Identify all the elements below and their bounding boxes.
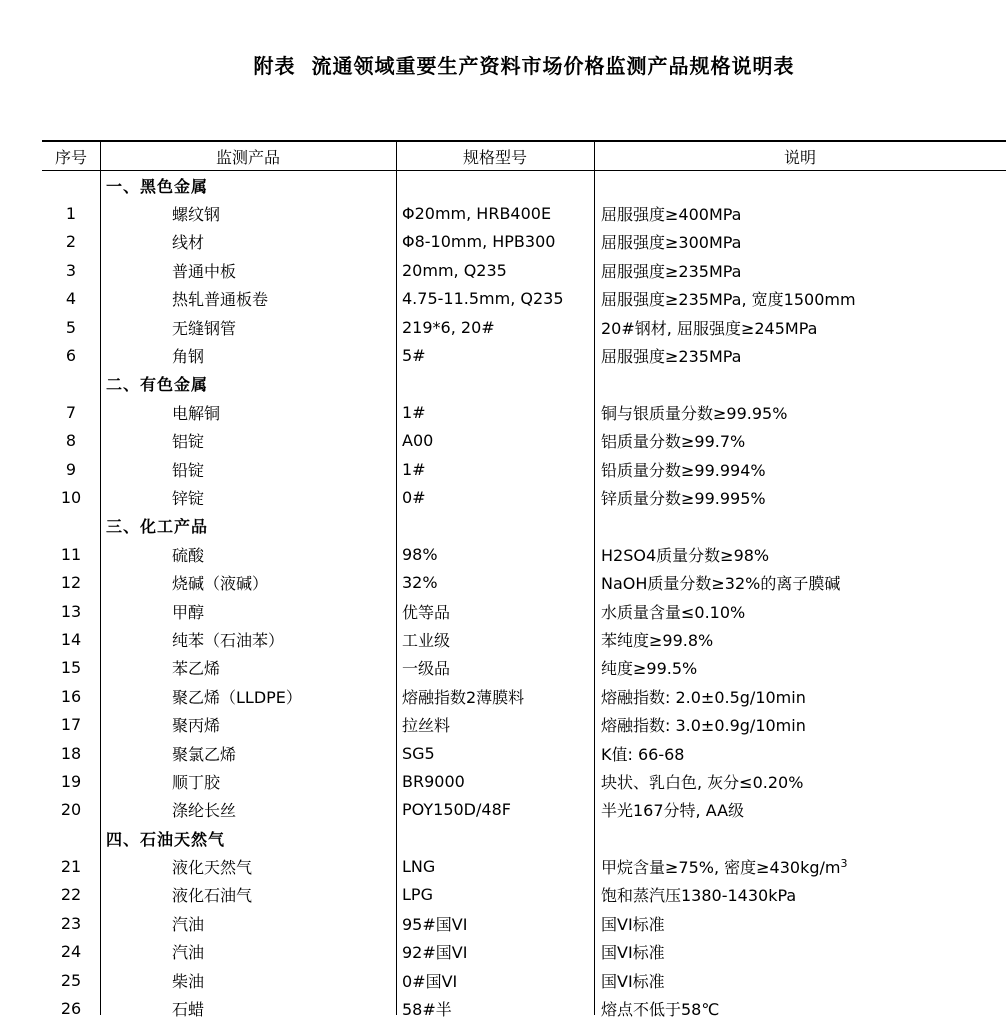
- product-name: 铝锭: [172, 432, 205, 452]
- product-name: 涤纶长丝: [172, 801, 237, 821]
- table-row: [42, 739, 1006, 767]
- product-description: 纯度≥99.5%: [601, 659, 698, 679]
- product-spec: 优等品: [402, 602, 451, 622]
- product-description: [601, 852, 848, 880]
- header-description: 说明: [783, 147, 816, 167]
- product-spec: Φ8-10mm, HPB300: [402, 232, 556, 252]
- row-index: 21: [60, 857, 82, 877]
- row-index: 11: [60, 544, 82, 564]
- table-row: [42, 455, 1006, 483]
- table-header: [42, 140, 1006, 171]
- table-row: [42, 881, 1006, 909]
- product-spec: 95#国VI: [402, 914, 468, 934]
- product-description: 苯纯度≥99.8%: [601, 630, 714, 650]
- table-row: [42, 228, 1006, 256]
- table-row: [42, 341, 1006, 369]
- row-index: 25: [60, 970, 82, 990]
- row-index: 5: [65, 317, 77, 337]
- row-index: 14: [60, 629, 82, 649]
- row-index: 2: [65, 232, 77, 252]
- row-index: 22: [60, 885, 82, 905]
- category-row: [42, 512, 1006, 540]
- row-index: 15: [60, 658, 82, 678]
- spec-table: [42, 140, 1006, 1023]
- product-description: 20#钢材, 屈服强度≥245MPa: [601, 318, 818, 338]
- table-row: [42, 994, 1006, 1022]
- description-part: SO: [623, 545, 646, 565]
- category-label: 一、黑色金属: [106, 176, 209, 196]
- row-index: 9: [65, 459, 77, 479]
- table-row: [42, 540, 1006, 568]
- row-index: 10: [60, 487, 82, 507]
- product-name: 石蜡: [172, 1000, 205, 1020]
- product-description: 熔融指数: 3.0±0.9g/10min: [601, 716, 806, 736]
- row-index: 19: [60, 771, 82, 791]
- product-description: 铝质量分数≥99.7%: [601, 432, 746, 452]
- table-row: [42, 852, 1006, 880]
- table-row: [42, 654, 1006, 682]
- product-name: 聚乙烯（LLDPE）: [172, 687, 302, 707]
- row-index: 20: [60, 800, 82, 820]
- row-index: 1: [65, 204, 77, 224]
- category-row: [42, 171, 1006, 199]
- row-index: 23: [60, 913, 82, 933]
- table-row: [42, 909, 1006, 937]
- product-description: 铅质量分数≥99.994%: [601, 460, 766, 480]
- description-part: H: [601, 545, 614, 565]
- product-name: 普通中板: [172, 261, 237, 281]
- description-part: 甲烷含量≥75%, 密度≥430kg/m: [601, 858, 841, 878]
- header-product: 监测产品: [215, 147, 280, 167]
- product-name: 锌锭: [172, 488, 205, 508]
- row-index: 4: [65, 289, 77, 309]
- product-name: 甲醇: [172, 602, 205, 622]
- product-spec: 一级品: [402, 659, 451, 679]
- product-spec: BR9000: [402, 771, 465, 791]
- product-description: 水质量含量≤0.10%: [601, 602, 746, 622]
- product-description: 锌质量分数≥99.995%: [601, 488, 766, 508]
- product-name: 无缝钢管: [172, 318, 237, 338]
- product-description: 国VI标准: [601, 971, 665, 991]
- product-name: 线材: [172, 233, 205, 253]
- product-name: 硫酸: [172, 545, 205, 565]
- category-label: 二、有色金属: [106, 375, 209, 395]
- description-part: 质量分数≥98%: [656, 545, 770, 565]
- product-description: 屈服强度≥400MPa: [601, 205, 742, 225]
- product-description: NaOH质量分数≥32%的离子膜碱: [601, 574, 841, 594]
- product-spec: 5#: [402, 346, 426, 366]
- table-row: [42, 483, 1006, 511]
- product-name: 柴油: [172, 971, 205, 991]
- product-spec: 0#国VI: [402, 971, 458, 991]
- table-row: [42, 285, 1006, 313]
- product-spec: 熔融指数2薄膜料: [402, 687, 525, 707]
- product-description: 屈服强度≥235MPa, 宽度1500mm: [601, 290, 856, 310]
- header-index: 序号: [54, 147, 87, 167]
- description-part: 2: [613, 545, 624, 565]
- product-description: 熔点不低于58℃: [601, 1000, 720, 1020]
- product-spec: 工业级: [402, 630, 451, 650]
- product-description: 块状、乳白色, 灰分≤0.20%: [601, 772, 804, 792]
- description-part: 3: [840, 857, 848, 871]
- product-spec: 0#: [402, 487, 426, 507]
- product-name: 聚丙烯: [172, 716, 221, 736]
- product-name: 汽油: [172, 914, 205, 934]
- product-spec: LNG: [402, 857, 436, 877]
- row-index: 12: [60, 573, 82, 593]
- product-name: 螺纹钢: [172, 205, 221, 225]
- product-name: 角钢: [172, 347, 205, 367]
- product-description: [601, 540, 769, 568]
- product-spec: 98%: [402, 544, 438, 564]
- product-spec: 1#: [402, 402, 426, 422]
- product-description: 国VI标准: [601, 943, 665, 963]
- table-row: [42, 256, 1006, 284]
- row-index: 26: [60, 999, 82, 1019]
- row-index: 16: [60, 686, 82, 706]
- product-name: 聚氯乙烯: [172, 744, 237, 764]
- table-body: [42, 171, 1006, 1023]
- table-row: [42, 625, 1006, 653]
- product-spec: 92#国VI: [402, 943, 468, 963]
- table-row: [42, 199, 1006, 227]
- product-description: 熔融指数: 2.0±0.5g/10min: [601, 687, 806, 707]
- product-description: 半光167分特, AA级: [601, 801, 745, 821]
- table-row: [42, 313, 1006, 341]
- category-row: [42, 370, 1006, 398]
- row-index: 17: [60, 715, 82, 735]
- category-label: 三、化工产品: [106, 517, 209, 537]
- table-row: [42, 398, 1006, 426]
- row-index: 13: [60, 601, 82, 621]
- product-spec: Φ20mm, HRB400E: [402, 204, 552, 224]
- table-row: [42, 568, 1006, 596]
- table-row: [42, 682, 1006, 710]
- header-spec: 规格型号: [462, 147, 527, 167]
- product-spec: 4.75-11.5mm, Q235: [402, 289, 564, 309]
- table-row: [42, 597, 1006, 625]
- table-row: [42, 796, 1006, 824]
- product-spec: 58#半: [402, 1000, 452, 1020]
- table-row: [42, 427, 1006, 455]
- product-name: 顺丁胶: [172, 772, 221, 792]
- product-name: 苯乙烯: [172, 659, 221, 679]
- product-spec: POY150D/48F: [402, 800, 511, 820]
- product-name: 烧碱（液碱）: [172, 574, 269, 594]
- product-spec: 拉丝料: [402, 716, 451, 736]
- product-name: 铅锭: [172, 460, 205, 480]
- product-name: 热轧普通板卷: [172, 290, 269, 310]
- table-row: [42, 966, 1006, 994]
- product-spec: SG5: [402, 743, 435, 763]
- product-name: 汽油: [172, 943, 205, 963]
- product-spec: 1#: [402, 459, 426, 479]
- product-description: 屈服强度≥235MPa: [601, 261, 742, 281]
- product-spec: 219*6, 20#: [402, 317, 495, 337]
- product-spec: A00: [402, 431, 434, 451]
- product-description: 饱和蒸汽压1380-1430kPa: [601, 886, 797, 906]
- table-row: [42, 710, 1006, 738]
- description-part: 4: [645, 545, 657, 565]
- category-label: 四、石油天然气: [106, 829, 226, 849]
- product-spec: 20mm, Q235: [402, 260, 507, 280]
- product-description: 屈服强度≥235MPa: [601, 347, 742, 367]
- product-name: 液化石油气: [172, 886, 253, 906]
- category-row: [42, 824, 1006, 852]
- row-index: 24: [60, 942, 82, 962]
- product-name: 电解铜: [172, 403, 221, 423]
- product-name: 液化天然气: [172, 858, 253, 878]
- row-index: 8: [65, 431, 77, 451]
- product-spec: 32%: [402, 573, 438, 593]
- row-index: 3: [65, 260, 77, 280]
- page-title: 附表 流通领域重要生产资料市场价格监测产品规格说明表: [253, 54, 795, 78]
- table-row: [42, 767, 1006, 795]
- product-description: 铜与银质量分数≥99.95%: [601, 403, 788, 423]
- row-index: 18: [60, 743, 82, 763]
- table-row: [42, 938, 1006, 966]
- product-description: 屈服强度≥300MPa: [601, 233, 742, 253]
- product-description: K值: 66-68: [601, 744, 685, 764]
- product-spec: LPG: [402, 885, 433, 905]
- row-index: 7: [65, 402, 77, 422]
- product-description: 国VI标准: [601, 914, 665, 934]
- row-index: 6: [65, 346, 77, 366]
- product-name: 纯苯（石油苯）: [172, 630, 285, 650]
